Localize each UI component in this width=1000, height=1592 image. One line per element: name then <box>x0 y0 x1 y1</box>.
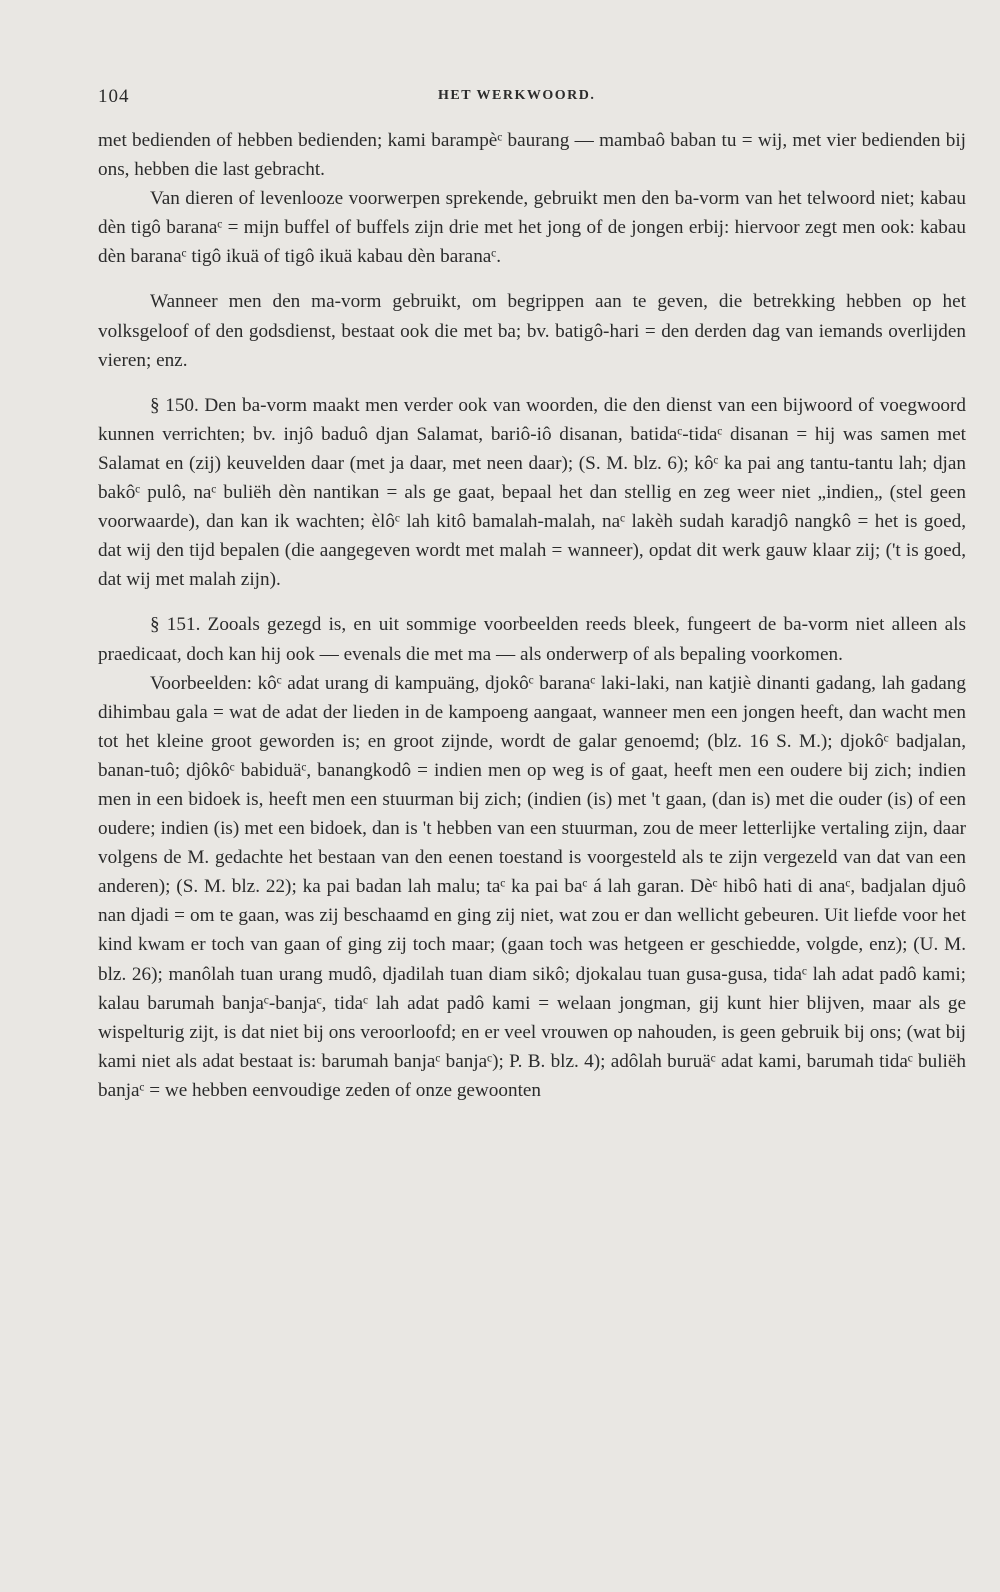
paragraph-continuation: met bedienden of hebben bedienden; kami barampèᶜ baurang — mambaô baban tu = wij, met vier bedienden bij ons, hebben die last gebracht. <box>98 130 966 181</box>
body-text <box>98 126 966 1105</box>
paragraph-ba-vorm-telwoord: Van dieren of levenlooze voorwerpen sprekende, gebruikt men den ba-vorm van het telwoord niet; kabau dèn tigô baranaᶜ = mijn buffel of buffels zijn drie met het jong of de jongen erbij: hiervoor zegt men ook: kabau dèn baranaᶜ tigô ikuä of tigô ikuä kabau dèn baranaᶜ. <box>98 188 966 268</box>
page-number: 104 <box>98 86 130 107</box>
paragraph-voorbeelden: Voorbeelden: kôᶜ adat urang di kampuäng, djokôᶜ baranaᶜ laki-laki, nan katjiè dinanti gadang, lah gadang dihimbau gala = wat de adat der lieden in de kampoeng aangaat, wanneer men een jongen heeft, dan wacht men tot het kleine groot geworden is; en groot zijnde, wordt de galar genoemd; (blz. 16 S. M.); djokôᶜ badjalan, banan-tuô; djôkôᶜ babiduäᶜ, banangkodô = indien men op weg is of gaat, heeft men een oudere bij zich; indien men in een bidoek is, heeft men een stuurman bij zich; (indien (is) met 't gaan, (dan is) met die ouder (is) of een oudere; indien (is) met een bidoek, dan is 't hebben van een stuurman, zou de meer letterlijke vertaling zijn, daar volgens de M. gedachte het bestaan van den eenen toestand is voorgesteld als te zijn vergezeld van dat van een anderen); (S. M. blz. 22); ka pai badan lah malu; taᶜ ka pai baᶜ á lah garan. Dèᶜ hibô hati di anaᶜ, badjalan djuô nan djadi = om te gaan, was zij beschaamd en ging zij niet, wat zou er dan wellicht gebeuren. Uit liefde voor het kind kwam er toch van gaan of ging zij toch maar; (gaan toch was hetgeen er geschiedde, volgde, enz); (U. M. blz. 26); manôlah tuan urang mudô, djadilah tuan diam sikô; djokalau tuan gusa-gusa, tidaᶜ lah adat padô kami; kalau barumah banjaᶜ-banjaᶜ, tidaᶜ lah adat padô kami = welaan jongman, gij kunt hier blijven, maar als ge wispelturig zijt, is dat niet bij ons veroorloofd; en er veel vrouwen op nahouden, is geen gebruik bij ons; (wat bij kami niet als adat bestaat is: barumah banjaᶜ banjaᶜ); P. B. blz. 4); adôlah buruäᶜ adat kami, barumah tidaᶜ buliëh banjaᶜ = we hebben eenvoudige zeden of onze gewoonten <box>98 672 966 1101</box>
section-150: § 150. Den ba-vorm maakt men verder ook van woorden, die den dienst van een bijwoord of voegwoord kunnen verrichten; bv. injô baduô djan Salamat, bariô-iô disanan, batidaᶜ-tidaᶜ disanan = hij was samen met Salamat en (zij) keuvelden daar (met ja daar, met neen daar); (S. M. blz. 6); kôᶜ ka pai ang tantu-tantu lah; djan bakôᶜ pulô, naᶜ buliëh dèn nantikan = als ge gaat, bepaal het dan stellig en zeg weer niet „indien„ (stel geen voorwaarde), dan kan ik wachten; èlôᶜ lah kitô bamalah-malah, naᶜ lakèh sudah karadjô nangkô = het is goed, dat wij den tijd bepalen (die aangegeven wordt met malah = wanneer), opdat dit werk gauw klaar zij; ('t is goed, dat wij met malah zijn). <box>98 394 966 591</box>
running-head: HET WERKWOORD. <box>438 88 596 103</box>
section-151: § 151. Zooals gezegd is, en uit sommige voorbeelden reeds bleek, fungeert de ba-vorm niet alleen als praedicaat, doch kan hij ook — evenals die met ma — als onderwerp of als bepaling voorkomen. <box>98 614 966 665</box>
page-header <box>98 86 964 110</box>
paragraph-ma-vorm: Wanneer men den ma-vorm gebruikt, om begrippen aan te geven, die betrekking hebben op het volksgeloof of den godsdienst, bestaat ook die met ba; bv. batigô-hari = den derden dag van iemands overlijden vieren; enz. <box>98 291 966 371</box>
